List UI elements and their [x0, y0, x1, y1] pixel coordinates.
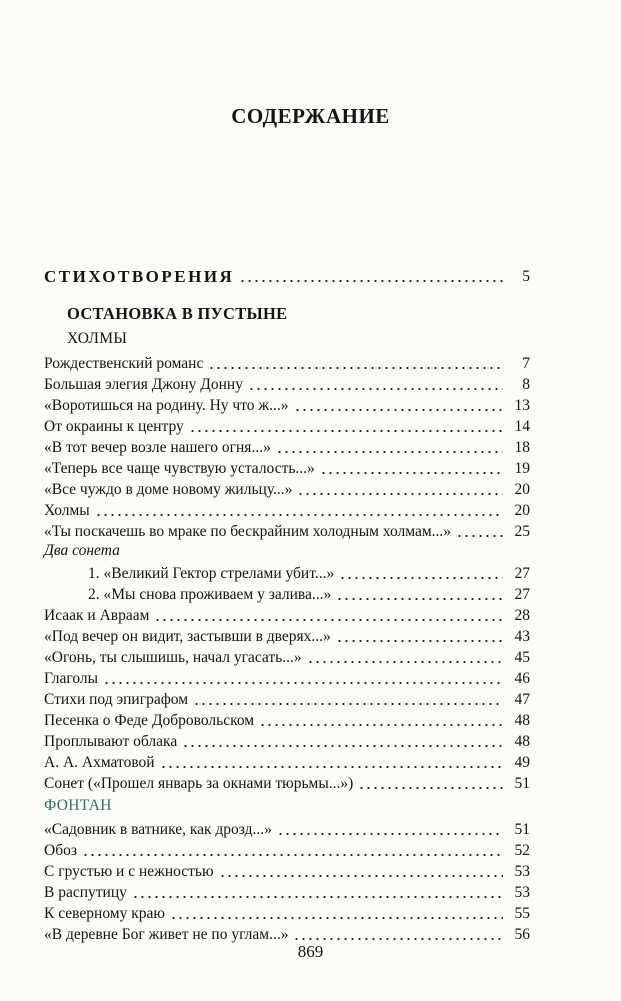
dot-leader — [248, 377, 503, 391]
dot-leader — [276, 440, 503, 454]
toc-entry[interactable] — [44, 521, 530, 541]
entry-title: 1. «Великий Гектор стрелами убит...» — [88, 565, 335, 582]
page-number: 869 — [297, 942, 324, 961]
toc-entry[interactable] — [44, 605, 530, 625]
toc-entry[interactable] — [44, 479, 530, 499]
entry-page: 7 — [522, 355, 530, 372]
toc-entry[interactable] — [44, 731, 530, 751]
toc-entry[interactable] — [44, 924, 530, 944]
entry-page: 51 — [514, 821, 530, 838]
toc-entry[interactable] — [44, 903, 530, 923]
entry-page: 51 — [514, 775, 530, 792]
toc-entry[interactable] — [44, 882, 530, 902]
dot-leader — [339, 566, 503, 580]
dot-leader — [293, 927, 503, 941]
dot-leader — [336, 629, 503, 643]
dot-leader — [336, 587, 503, 601]
entry-page: 53 — [514, 884, 530, 901]
dot-leader — [307, 650, 503, 664]
entry-title: Большая элегия Джону Донну — [44, 376, 243, 393]
section-title: СТИХОТВОРЕНИЯ — [44, 267, 235, 286]
toc-entry[interactable] — [44, 458, 530, 478]
entry-page: 43 — [514, 628, 530, 645]
toc-entry[interactable] — [44, 395, 530, 415]
entry-title: 2. «Мы снова проживаем у залива...» — [88, 586, 332, 603]
entry-page: 25 — [514, 523, 530, 540]
entry-page: 45 — [514, 649, 530, 666]
section-page: 5 — [522, 268, 530, 285]
entry-page: 13 — [514, 397, 530, 414]
entry-title: К северному краю — [44, 905, 165, 922]
entry-page: 14 — [514, 418, 530, 435]
entry-title: С грустью и с нежностью — [44, 863, 214, 880]
entry-title: Холмы — [44, 502, 90, 519]
dot-leader — [219, 864, 503, 878]
dot-leader — [103, 671, 503, 685]
entry-page: 56 — [514, 926, 530, 943]
entry-page: 20 — [514, 502, 530, 519]
fontan-label: ФОНТАН — [44, 797, 112, 814]
entry-page: 28 — [514, 607, 530, 624]
toc-entry[interactable] — [44, 500, 530, 520]
toc-entry-sonnet[interactable] — [44, 563, 530, 583]
toc-entry[interactable] — [44, 668, 530, 688]
dot-leader — [182, 734, 503, 748]
dot-leader — [358, 776, 503, 790]
entry-title: Глаголы — [44, 670, 99, 687]
page-title: СОДЕРЖАНИЕ — [231, 104, 390, 128]
toc-entry-sonnet[interactable] — [44, 584, 530, 604]
entry-title: «В деревне Бог живет не по углам...» — [44, 926, 289, 943]
toc-entry[interactable] — [44, 353, 530, 373]
dot-leader — [208, 356, 503, 370]
dot-leader — [239, 269, 503, 283]
toc-entry[interactable] — [44, 840, 530, 860]
entry-title: Обоз — [44, 842, 77, 859]
dot-leader — [82, 843, 503, 857]
dot-leader — [154, 608, 503, 622]
entry-title: Стихи под эпиграфом — [44, 691, 189, 708]
entry-title: Исаак и Авраам — [44, 607, 150, 624]
entry-title: В распутицу — [44, 884, 127, 901]
entry-page: 20 — [514, 481, 530, 498]
entry-title: «Огонь, ты слышишь, начал угасать...» — [44, 649, 302, 666]
dot-leader — [160, 755, 503, 769]
toc-entry[interactable] — [44, 819, 530, 839]
toc-entry[interactable] — [44, 374, 530, 394]
entry-page: 48 — [514, 712, 530, 729]
dot-leader — [277, 822, 503, 836]
dot-leader — [132, 885, 503, 899]
entry-page: 49 — [514, 754, 530, 771]
entry-title: Рождественский романс — [44, 355, 204, 372]
entry-title: Проплывают облака — [44, 733, 178, 750]
group-label-holmy: ХОЛМЫ — [67, 330, 128, 347]
entry-title: «Все чуждо в доме новому жильцу...» — [44, 481, 293, 498]
section-row — [44, 266, 530, 286]
dot-leader — [259, 713, 503, 727]
toc-entry[interactable] — [44, 437, 530, 457]
entry-page: 47 — [514, 691, 530, 708]
entry-page: 27 — [514, 565, 530, 582]
entry-title: «Садовник в ватнике, как дрозд...» — [44, 821, 272, 838]
dot-leader — [95, 503, 503, 517]
dot-leader — [297, 482, 503, 496]
cycle-title: ОСТАНОВКА В ПУСТЫНЕ — [67, 304, 288, 323]
toc-entry[interactable] — [44, 773, 530, 793]
entry-page: 8 — [522, 376, 530, 393]
entry-title: «Воротишься на родину. Ну что ж...» — [44, 397, 289, 414]
dot-leader — [189, 419, 503, 433]
toc-entry[interactable] — [44, 710, 530, 730]
dot-leader — [320, 461, 503, 475]
entry-title: Сонет («Прошел январь за окнами тюрьмы...») — [44, 775, 354, 792]
entry-title: «В тот вечер возле нашего огня...» — [44, 439, 271, 456]
sonnets-label: Два сонета — [44, 542, 120, 559]
toc-entry[interactable] — [44, 416, 530, 436]
dot-leader — [294, 398, 503, 412]
entry-title: А. А. Ахматовой — [44, 754, 155, 771]
dot-leader — [170, 906, 503, 920]
entry-title: «Под вечер он видит, застывши в дверях...» — [44, 628, 331, 645]
entry-page: 19 — [514, 460, 530, 477]
dot-leader — [193, 692, 503, 706]
entry-page: 48 — [514, 733, 530, 750]
toc-entry[interactable] — [44, 861, 530, 881]
entry-page: 52 — [514, 842, 530, 859]
entry-title: Песенка о Феде Добровольском — [44, 712, 255, 729]
entry-page: 46 — [514, 670, 530, 687]
dot-leader — [456, 524, 503, 538]
entry-page: 53 — [514, 863, 530, 880]
entry-title: «Ты поскачешь во мраке по бескрайним холодным холмам...» — [44, 523, 452, 540]
entry-page: 27 — [514, 586, 530, 603]
toc-entry[interactable] — [44, 647, 530, 667]
entry-title: «Теперь все чаще чувствую усталость...» — [44, 460, 315, 477]
entry-page: 55 — [514, 905, 530, 922]
toc-entry[interactable] — [44, 752, 530, 772]
entry-page: 18 — [514, 439, 530, 456]
entry-title: От окраины к центру — [44, 418, 184, 435]
toc-entry[interactable] — [44, 626, 530, 646]
toc-entry[interactable] — [44, 689, 530, 709]
